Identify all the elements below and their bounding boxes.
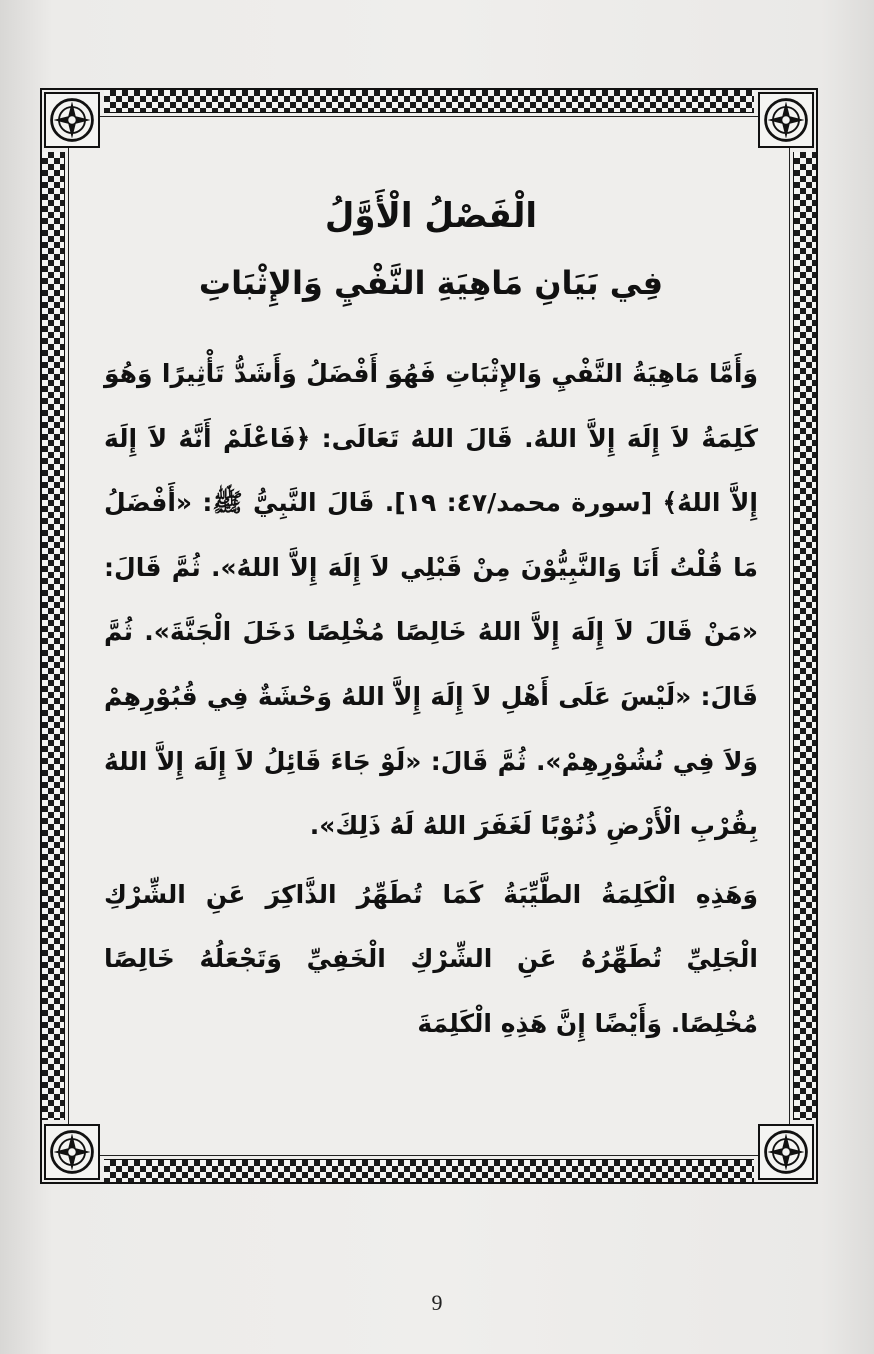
page-content [104,186,758,1057]
body-paragraph-1: وَأَمَّا مَاهِيَةُ النَّفْيِ وَالإِثْبَاتِ فَهُوَ أَفْضَلُ وَأَشَدُّ تَأْثِيرًا وَهُوَ كَلِمَةُ لاَ إِلَهَ إِلاَّ اللهُ. قَالَ اللهُ تَعَالَى: ﴿فَاعْلَمْ أَنَّهُ لاَ إِلَهَ إِلاَّ اللهُ﴾ [سورة محمد/٤٧: ١٩]. قَالَ النَّبِيُّ ﷺ: «أَفْضَلُ مَا قُلْتُ أَنَا وَالنَّبِيُّوْنَ مِنْ قَبْلِي لاَ إِلَهَ إِلاَّ اللهُ». ثُمَّ قَالَ: «مَنْ قَالَ لاَ إِلَهَ إِلاَّ اللهُ خَالِصًا مُخْلِصًا دَخَلَ الْجَنَّةَ». ثُمَّ قَالَ: «لَيْسَ عَلَى أَهْلِ لاَ إِلَهَ إِلاَّ اللهُ وَحْشَةٌ فِي قُبُوْرِهِمْ وَلاَ فِي نُشُوْرِهِمْ». ثُمَّ قَالَ: «لَوْ جَاءَ قَائِلُ لاَ إِلَهَ إِلاَّ اللهُ بِقُرْبِ الْأَرْضِ ذُنُوْبًا لَغَفَرَ اللهُ لَهُ ذَلِكَ». [104,359,758,841]
checkered-border-top [104,90,754,113]
decorative-border-frame [40,88,818,1184]
checkered-border-left [42,152,65,1120]
corner-rosette-icon [758,92,814,148]
chapter-subtitle: فِي بَيَانِ مَاهِيَةِ النَّفْيِ وَالإِثْبَاتِ [198,264,664,302]
checkered-border-bottom [104,1159,754,1182]
page-number: 9 [431,1290,443,1315]
chapter-title: الْفَصْلُ الْأَوَّلُ [324,196,538,236]
corner-rosette-icon [44,92,100,148]
corner-rosette-icon [44,1124,100,1180]
corner-rosette-icon [758,1124,814,1180]
checkered-border-right [793,152,816,1120]
body-paragraph-2: وَهَذِهِ الْكَلِمَةُ الطَّيِّبَةُ كَمَا تُطَهِّرُ الذَّاكِرَ عَنِ الشِّرْكِ الْجَلِيِّ تُطَهِّرُهُ عَنِ الشِّرْكِ الْخَفِيِّ وَتَجْعَلُهُ خَالِصًا مُخْلِصًا. وَأَيْضًا إِنَّ هَذِهِ الْكَلِمَةَ [104,879,758,1038]
